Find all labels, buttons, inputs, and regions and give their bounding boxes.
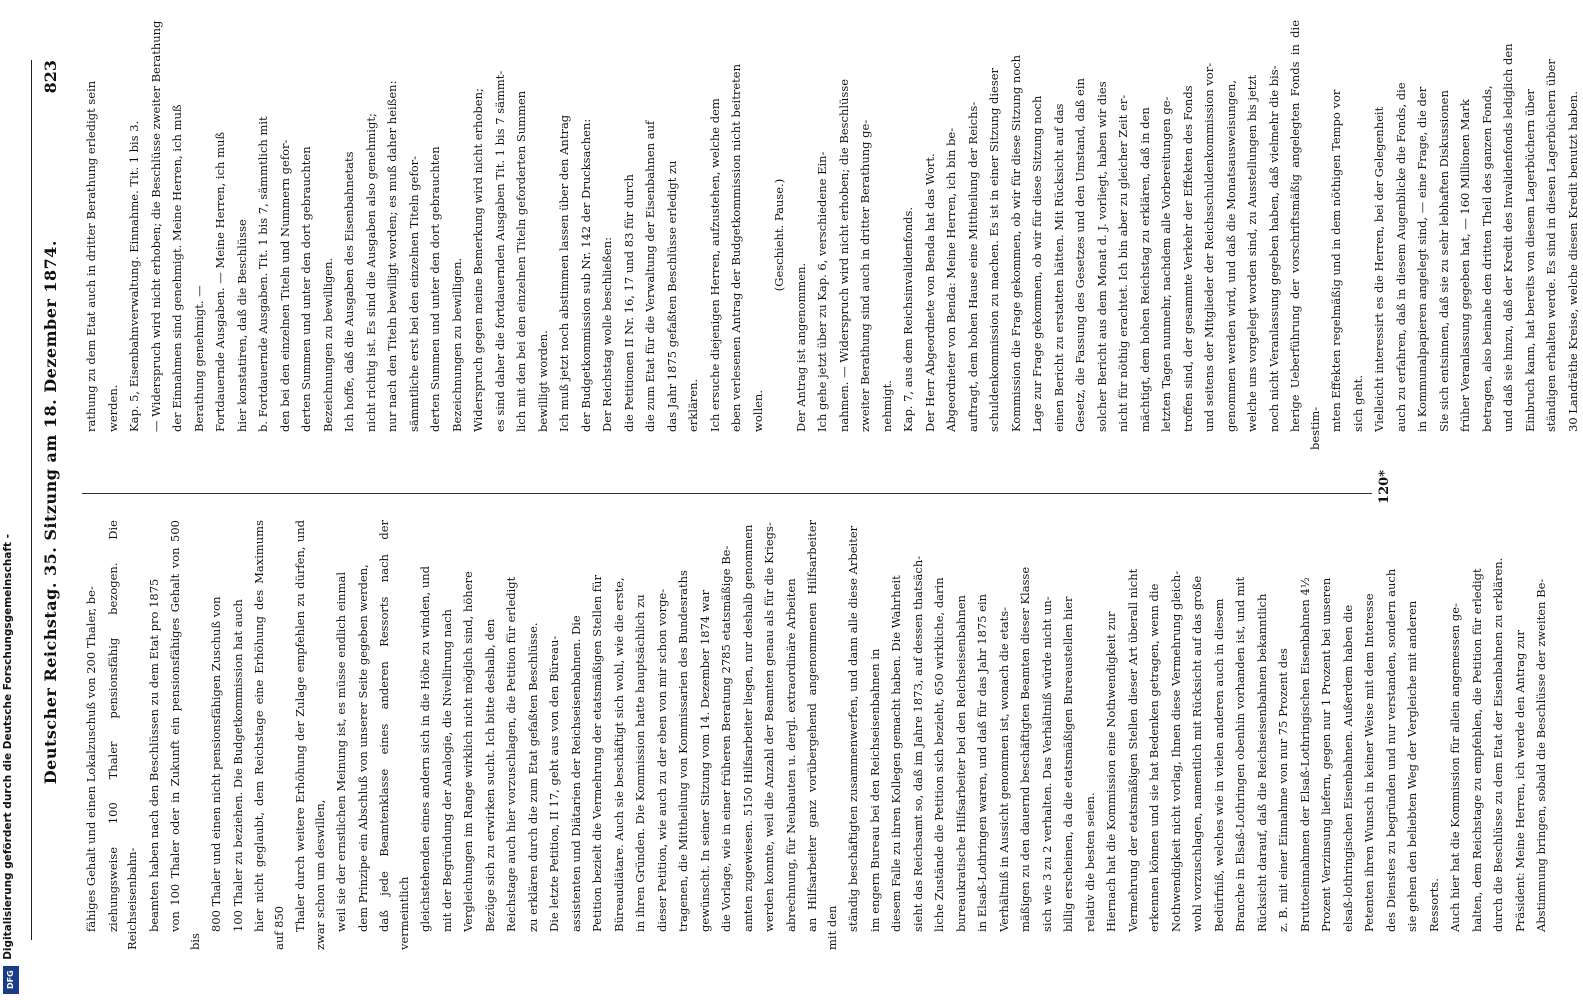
text-line: Branche in Elsaß-Lothringen obenhin vorhanden ist, und mit bbox=[1233, 576, 1247, 932]
text-line: ziehungsweise 100 Thaler pensionsfähig bezogen. Die Reichseisenbahn- bbox=[105, 520, 139, 950]
text-line: betragen, also beinahe den dritten Theil des ganzen Fonds, bbox=[1479, 85, 1494, 432]
text-line: daß jede Beamtenklasse eines anderen Ressorts nach der vermeintlich bbox=[377, 520, 411, 950]
text-line: Ressorts. bbox=[1426, 878, 1441, 932]
text-line: Kommission die Frage gekommen, ob wir für diese Sitzung noch bbox=[1008, 54, 1023, 432]
text-line: gleichstehenden eines andern sich in die Höhe zu winden, und bbox=[418, 565, 432, 932]
text-line: durch die Beschlüsse zu dem Etat der Eisenbahnen zu erklären. bbox=[1491, 557, 1505, 932]
text-line: auftragt, dem hohen Hause eine Mittheilung der Reichs- bbox=[965, 101, 980, 432]
text-line: Bedürfniß, welches wie in vielen anderen auch in diesem bbox=[1211, 598, 1226, 932]
text-line: fähiges Gehalt und einen Lokalzuschuß von 200 Thaler, be- bbox=[84, 586, 98, 932]
text-line: nahmen. — Widerspruch wird nicht erhoben; die Beschlüsse bbox=[836, 78, 851, 432]
text-line: auch zu erfahren, daß in diesem Augenblicke die Fonds, die bbox=[1393, 82, 1408, 432]
signature-mark: 120* bbox=[1377, 470, 1392, 504]
text-line: Nothwendigkeit nicht vorlag, Ihnen diese Vermehrung gleich- bbox=[1168, 570, 1183, 932]
text-line: wollen. bbox=[750, 390, 765, 432]
text-line: Sie sich entsinnen, daß sie zu sehr lebhaften Diskussionen bbox=[1436, 90, 1451, 432]
text-line: mäßigen zu den dauernd beschäftigten Beamten dieser Klasse bbox=[1018, 566, 1032, 932]
text-line: Der Antrag ist angenommen. bbox=[793, 262, 808, 432]
text-line: hier konstatiren, daß die Beschlüsse bbox=[234, 219, 249, 432]
text-line: tragenen, die Mittheilung von Kommissarien des Bundesraths bbox=[676, 570, 690, 932]
digitization-strip bbox=[0, 0, 22, 1000]
text-line: Rücksicht darauf, daß die Reichseisenbahnen bekanntlich bbox=[1254, 593, 1269, 932]
text-line: billig erscheinen, da die etatsmäßigen Bureaustellen hier bbox=[1061, 596, 1075, 932]
text-line: erklären. bbox=[686, 378, 700, 432]
header-rule bbox=[31, 60, 32, 940]
text-line: werden konnte, weil die Anzahl der Beamten genau als für die Kriegs- bbox=[762, 522, 776, 932]
text-line: die Vorlage, wie in einer früheren Beratung 2785 etatsmäßige Be- bbox=[719, 545, 733, 932]
text-line: eben verlesenen Antrag der Budgetkommission nicht beitreten bbox=[729, 64, 743, 432]
text-line: des Dienstes zu begründen und nur verstanden, sondern auch bbox=[1383, 568, 1398, 932]
text-line: in ihren Gründen. Die Kommission hatte hauptsächlich zu bbox=[633, 594, 647, 932]
column-divider bbox=[82, 493, 1372, 494]
text-line: werden. bbox=[105, 384, 120, 432]
text-line: relativ die besten seien. bbox=[1082, 792, 1097, 932]
text-line: Lage zur Frage gekommen, ob wir für diese Sitzung noch bbox=[1030, 95, 1044, 432]
text-line: Ich ersuche diejenigen Herren, aufzustehen, welche dem bbox=[707, 98, 722, 432]
text-line: Gesetz, die Fassung des Gesetzes und den Umstand, daß ein bbox=[1073, 78, 1087, 432]
text-line: der Einnahmen sind genehmigt. Meine Herren, ich muß bbox=[170, 104, 184, 432]
text-line: derten Summen und unter den dort gebrauchten bbox=[299, 146, 313, 432]
dfg-logo: DFG bbox=[3, 966, 19, 994]
text-line: Der Herr Abgeordnete von Benda hat das Wort. bbox=[922, 153, 937, 432]
text-line: an Hilfsarbeiter ganz vorübergehend angenommenen Hilfsarbeiter mit den bbox=[805, 520, 839, 950]
text-line: weil sie der ernstlichen Meinung ist, es müsse endlich einmal bbox=[334, 571, 348, 932]
text-line: gewünscht. In seiner Sitzung vom 14. Dezember 1874 war bbox=[697, 589, 712, 932]
text-line: liche Zustände die Petition sich bezieht, 650 wirkliche, darin bbox=[932, 577, 946, 932]
text-line: dem Prinzipe ein Abschluß von unserer Seite gegeben werden, bbox=[355, 564, 370, 932]
text-line: Widerspruch gegen meine Bemerkung wird nicht erhoben; bbox=[471, 88, 485, 432]
text-line: die Petitionen II Nr. 16, 17 und 83 für durch bbox=[621, 174, 636, 432]
text-line: Vielleicht interessirt es die Herren, bei der Gelegenheit bbox=[1372, 106, 1386, 432]
text-line: lich mit den bei den einzelnen Titeln geforderten Summen bbox=[514, 90, 528, 432]
text-line: nehmigt. bbox=[879, 380, 894, 432]
text-line: 800 Thaler und einen nicht pensionsfähigen Zuschuß von bbox=[209, 596, 223, 932]
text-line: Kap. 7, aus dem Reichsinvalidenfonds. bbox=[901, 206, 915, 432]
text-line: abrechnung, für Neubauten u. dergl. extraordinäre Arbeiten bbox=[783, 578, 798, 932]
digitization-text: Digitalisierung gefördert durch die Deutsche Forschungsgemeinschaft - bbox=[2, 534, 14, 960]
text-line: nicht für nöthig erachtet. Ich bin aber zu gleicher Zeit er- bbox=[1116, 94, 1130, 432]
text-line: herige Ueberführung der vorschriftsmäßig angelegten Fonds in die bestim- bbox=[1288, 20, 1322, 450]
text-line: bewilligt worden. bbox=[535, 330, 550, 432]
text-line: z. B. mit einer Einnahme von nur 75 Prozent des bbox=[1276, 648, 1290, 932]
text-line: Bruttoeinnahmen der Elsaß-Lothringischen Eisenbahnen 4½ bbox=[1297, 577, 1312, 932]
text-line: 30 Landräthe Kreise, welche diesen Kredit benutzt haben. bbox=[1565, 91, 1580, 432]
text-line: im engern Bureau bei den Reichseisenbahnen in bbox=[867, 648, 882, 932]
text-line: den bei den einzelnen Titeln und Nummern gefor- bbox=[277, 139, 292, 432]
text-line: in Elsaß-Lothringen waren, und daß für das Jahr 1875 ein bbox=[975, 593, 989, 932]
text-line: sich geht. bbox=[1350, 375, 1365, 432]
text-line: Vergleichungen im Range wirklich nicht möglich sind, höhere bbox=[461, 571, 475, 932]
text-line: b. Fortdauernde Ausgaben. Tit. 1 bis 7, sämmtlich mit bbox=[256, 116, 270, 432]
text-line: zu erklären durch die zum Etat gefaßten Beschlüsse. bbox=[525, 622, 540, 932]
page-title: Deutscher Reichstag. 35. Sitzung am 18. Dezember 1874. bbox=[41, 240, 60, 785]
text-line: in Kommunalpapieren angelegt sind, — eine Frage, die der bbox=[1415, 86, 1429, 432]
page-header bbox=[30, 60, 60, 940]
text-line: Kap. 5, Eisenbahnverwaltung. Einnahme. Tit. 1 bis 3. bbox=[127, 120, 141, 432]
text-line: solcher Bericht aus dem Monat d. J. vorliegt, haben wir dies bbox=[1094, 81, 1109, 432]
text-line: nicht richtig ist. Es sind die Ausgaben also genehmigt; bbox=[363, 113, 378, 432]
text-line: mächtigt, dem hohen Reichstag zu erklären, daß in den bbox=[1137, 107, 1152, 432]
text-line: ständigen erhalten werde. Es sind in diesen Lagerbüchern über bbox=[1544, 59, 1558, 432]
text-line: dieser Petition, wie auch zu der eben von mir schon vorge- bbox=[654, 588, 669, 932]
text-line: genommen werden wird, und daß die Monatsausweisungen, bbox=[1223, 79, 1238, 432]
text-line: ständig beschäftigten zusammenwerfen, und dann alle diese Arbeiter bbox=[846, 525, 860, 932]
text-line: Abgeordneter von Benda: Meine Herren, ich bin be- bbox=[944, 127, 958, 432]
text-line: Die letzte Petition, II 17, geht aus von den Büreau- bbox=[547, 635, 561, 932]
text-line: mten Effekten regelmäßig und in dem nöthigen Tempo vor bbox=[1329, 89, 1343, 432]
text-line: Ich muß jetzt noch abstimmen lassen über den Antrag bbox=[557, 114, 571, 432]
text-line: elsaß-lothringischen Eisenbahnen. Außerdem haben die bbox=[1340, 604, 1355, 932]
text-line: Petenten ihren Wunsch in keiner Weise mit dem Interesse bbox=[1362, 593, 1376, 932]
text-line: — Widerspruch wird nicht erhoben; die Beschlüsse zweiter Berathung bbox=[148, 20, 163, 432]
text-line: Ich hoffe, daß die Ausgaben des Eisenbahnetats bbox=[342, 151, 356, 432]
text-line: Vermehrung der etatsmäßigen Stellen dieser Art überall nicht bbox=[1125, 568, 1140, 932]
text-line: Bezüge sich zu erwirken sucht. Ich bitte deshalb, den bbox=[482, 618, 497, 932]
text-line: einen Bericht zu erstatten hätten. Mit Rücksicht auf das bbox=[1051, 103, 1066, 432]
text-line: Prozent Verzinsung liefern, gegen nur 1 Prozent bei unseren bbox=[1319, 577, 1333, 932]
text-line: Ich gehe jetzt über zu Kap. 6, verschiedene Ein- bbox=[815, 151, 829, 432]
left-column bbox=[82, 520, 1548, 950]
text-line: troffen sind, der gesammte Verkehr der Effekten des Fonds bbox=[1180, 85, 1195, 432]
text-line: Reichstage auch hier vorzuschlagen, die Petition für erledigt bbox=[504, 576, 518, 932]
text-line: sich wie 3 zu 2 verhalten. Das Verhältniß würde nicht un- bbox=[1039, 596, 1054, 932]
text-line: Bezeichnungen zu bewilligen. bbox=[320, 257, 335, 432]
text-line: Büreaudiätare. Auch sie beschäftigt sich wohl, wie die erste, bbox=[611, 577, 626, 932]
text-line: nur nach den Titeln bewilligt worden; es muß daher heißen: bbox=[385, 80, 399, 432]
text-line: das Jahr 1875 gefaßten Beschlüsse erledigt zu bbox=[664, 160, 679, 432]
text-line: Der Reichstag wolle beschließen: bbox=[600, 237, 614, 432]
page-number: 823 bbox=[41, 60, 60, 94]
text-line: und daß sie hinzu, daß der Kredit des Invalidenfonds lediglich den bbox=[1501, 43, 1515, 432]
text-line: beamten haben nach den Beschlüssen zu dem Etat pro 1875 bbox=[146, 578, 161, 932]
text-line: von 100 Thaler oder in Zukunft ein pensionsfähiges Gehalt von 500 bis bbox=[168, 520, 202, 950]
text-line: zweiter Berathung sind auch in dritter Berathung ge- bbox=[858, 119, 872, 432]
text-line: wohl vorzuschlagen, namentlich mit Rücksicht auf das große bbox=[1190, 575, 1204, 932]
text-line: Präsident: Meine Herren, ich werde den Antrag zur bbox=[1512, 630, 1527, 932]
text-line: welche uns vorgelegt worden sind, zu Ausstellungen bis jetzt bbox=[1245, 74, 1259, 432]
text-line: (Geschieht. Pause.) bbox=[772, 178, 786, 292]
text-line: der Budgetkommission sub Nr. 142 der Drucksachen: bbox=[578, 118, 593, 432]
text-line: derten Summen und unter den dort gebrauchten bbox=[428, 146, 442, 432]
text-line: bureaukratische Hilfsarbeiter bei den Reichseisenbahnen bbox=[953, 595, 968, 932]
text-line: sämmtliche erst bei den einzelnen Titeln gefor- bbox=[406, 155, 421, 432]
text-line: amten zugewiesen. 5150 Hilfsarbeiter liegen, nur deshalb genommen bbox=[740, 524, 755, 932]
text-line: Hiernach hat die Kommission eine Nothwendigkeit zur bbox=[1104, 611, 1118, 932]
text-line: diesem Falle zu ihren Kollegen gemacht haben. Die Wahrheit bbox=[889, 575, 903, 932]
text-line: 100 Thaler zu beziehen. Die Budgetkommission hat auch bbox=[230, 599, 245, 932]
text-line: Verhältniß in Aussicht genommen ist, wonach die etats- bbox=[996, 606, 1011, 932]
text-line: sieht das Reichsamt so, daß im Jahre 1873, auf dessen thatsäch- bbox=[910, 555, 925, 932]
text-line: Auch hier hat die Kommission für allein angemessen ge- bbox=[1448, 603, 1462, 932]
text-line: hier nicht geglaubt, dem Reichstage eine Erhöhung des Maximums auf 850 bbox=[252, 520, 286, 950]
text-line: erkennen können und sie hat Bedenken getragen, wenn die bbox=[1147, 583, 1161, 932]
text-line: Berathung genehmigt. — bbox=[191, 285, 206, 432]
text-line: mit der Begründung der Analogie, die Nivellirung nach bbox=[439, 609, 454, 932]
text-line: und seitens der Mitglieder der Reichsschuldenkommission vor- bbox=[1202, 62, 1216, 432]
text-line: letzten Tagen nunmehr, nachdem alle Vorbereitungen ge- bbox=[1159, 96, 1173, 432]
text-line: rathung zu dem Etat auch in dritter Berathung erledigt sein bbox=[84, 80, 98, 432]
text-line: Einbruch kann, hat bereits von diesem Lagerbüchern über bbox=[1522, 89, 1537, 432]
text-line: Thaler durch weitere Erhöhung der Zulage empfehlen zu dürfen, und zwar schon um deswillen, bbox=[293, 520, 327, 950]
text-line: die zum Etat für die Verwaltung der Eisenbahnen auf bbox=[643, 120, 657, 432]
text-line: sie gehen den beliebten Weg der Vergleiche mit anderen bbox=[1405, 600, 1419, 932]
text-line: Fortdauernde Ausgaben. — Meine Herren, ich muß bbox=[213, 131, 227, 432]
text-line: assistenten und Diätarien der Reichseisenbahnen. Die bbox=[568, 615, 583, 932]
text-line: halten, dem Reichstage zu empfehlen, die Petition für erledigt bbox=[1469, 568, 1484, 932]
text-line: früher Veranlassung gegeben hat, — 160 Millionen Mark bbox=[1458, 99, 1472, 432]
text-line: schuldenkommission zu machen. Es ist in einer Sitzung dieser bbox=[987, 67, 1001, 432]
text-line: es sind daher die fortdauernden Ausgaben Tit. 1 bis 7 sämmt- bbox=[492, 70, 507, 432]
text-line: Petition bezielt die Vermehrung der etatsmäßigen Stellen für bbox=[590, 575, 604, 932]
text-line: Bezeichnungen zu bewilligen. bbox=[449, 257, 464, 432]
text-line: Abstimmung bringen, sobald die Beschlüsse der zweiten Be- bbox=[1534, 578, 1548, 932]
right-column bbox=[82, 20, 1580, 450]
text-line: noch nicht Veranlassung gegeben haben, daß vielmehr die bis- bbox=[1266, 65, 1281, 432]
